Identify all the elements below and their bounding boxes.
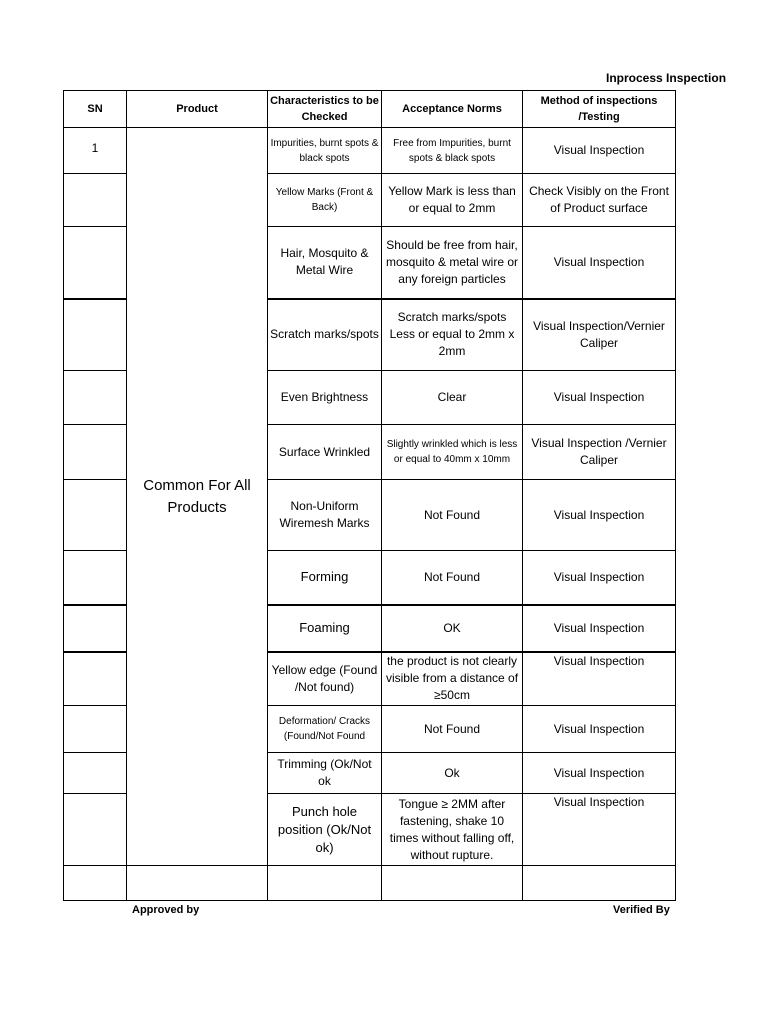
- row-characteristic: Yellow edge (Found /Not found): [268, 652, 382, 706]
- row-norm: Not Found: [382, 551, 523, 605]
- row-norm: Yellow Mark is less than or equal to 2mm: [382, 174, 523, 227]
- row-characteristic: Non-Uniform Wiremesh Marks: [268, 480, 382, 551]
- row-method: Visual Inspection: [523, 706, 676, 753]
- row-characteristic: Hair, Mosquito & Metal Wire: [268, 227, 382, 299]
- row-characteristic: Even Brightness: [268, 371, 382, 425]
- row-method: Visual Inspection: [523, 652, 676, 706]
- row-method: Visual Inspection: [523, 480, 676, 551]
- row-norm: Free from Impurities, burnt spots & black spots: [382, 128, 523, 174]
- row-sn: [64, 605, 127, 652]
- row-characteristic: Foaming: [268, 605, 382, 652]
- row-method: Visual Inspection/Vernier Caliper: [523, 299, 676, 371]
- header-product: Product: [127, 91, 268, 128]
- row-method: Visual Inspection: [523, 794, 676, 866]
- row-norm: Not Found: [382, 480, 523, 551]
- row-sn: 1: [64, 128, 127, 174]
- row-norm: Tongue ≥ 2MM after fastening, shake 10 times without falling off, without rupture.: [382, 794, 523, 866]
- row-sn: [64, 866, 127, 901]
- row-norm: Ok: [382, 753, 523, 794]
- product-cell: Common For All Products: [127, 128, 268, 866]
- row-characteristic: Deformation/ Cracks (Found/Not Found: [268, 706, 382, 753]
- row-norm: Clear: [382, 371, 523, 425]
- row-characteristic: Impurities, burnt spots & black spots: [268, 128, 382, 174]
- row-method: Visual Inspection: [523, 551, 676, 605]
- row-characteristic: Scratch marks/spots: [268, 299, 382, 371]
- row-method: Visual Inspection: [523, 753, 676, 794]
- row-norm: Not Found: [382, 706, 523, 753]
- inspection-table: [63, 90, 676, 901]
- header-row: [64, 91, 676, 128]
- header-sn: SN: [64, 91, 127, 128]
- row-sn: [64, 652, 127, 706]
- row-sn: [64, 299, 127, 371]
- row-characteristic: [268, 866, 382, 901]
- row-norm: Should be free from hair, mosquito & metal wire or any foreign particles: [382, 227, 523, 299]
- row-norm: Slightly wrinkled which is less or equal to 40mm x 10mm: [382, 425, 523, 480]
- row-method: [523, 866, 676, 901]
- table-row: [64, 128, 676, 174]
- row-norm: OK: [382, 605, 523, 652]
- document-title: Inprocess Inspection: [606, 71, 727, 85]
- row-norm: Scratch marks/spots Less or equal to 2mm x 2mm: [382, 299, 523, 371]
- row-sn: [64, 174, 127, 227]
- row-sn: [64, 425, 127, 480]
- row-sn: [64, 227, 127, 299]
- header-method: Method of inspections /Testing: [523, 91, 676, 128]
- row-sn: [64, 551, 127, 605]
- row-norm: [382, 866, 523, 901]
- row-method: Visual Inspection /Vernier Caliper: [523, 425, 676, 480]
- row-norm: the product is not clearly visible from a distance of ≥50cm: [382, 652, 523, 706]
- row-characteristic: Yellow Marks (Front & Back): [268, 174, 382, 227]
- row-sn: [64, 371, 127, 425]
- row-sn: [64, 794, 127, 866]
- row-method: Visual Inspection: [523, 128, 676, 174]
- row-method: Visual Inspection: [523, 605, 676, 652]
- row-sn: [64, 753, 127, 794]
- header-characteristics: Characteristics to be Checked: [268, 91, 382, 128]
- row-characteristic: Trimming (Ok/Not ok: [268, 753, 382, 794]
- row-method: Visual Inspection: [523, 227, 676, 299]
- row-sn: [64, 706, 127, 753]
- approved-by-label: Approved by: [132, 904, 200, 916]
- row-characteristic: Punch hole position (Ok/Not ok): [268, 794, 382, 866]
- row-characteristic: Surface Wrinkled: [268, 425, 382, 480]
- row-product-empty: [127, 866, 268, 901]
- row-sn: [64, 480, 127, 551]
- row-method: Check Visibly on the Front of Product surface: [523, 174, 676, 227]
- row-method: Visual Inspection: [523, 371, 676, 425]
- verified-by-label: Verified By: [613, 904, 670, 916]
- table-row: [64, 866, 676, 901]
- header-norms: Acceptance Norms: [382, 91, 523, 128]
- row-characteristic: Forming: [268, 551, 382, 605]
